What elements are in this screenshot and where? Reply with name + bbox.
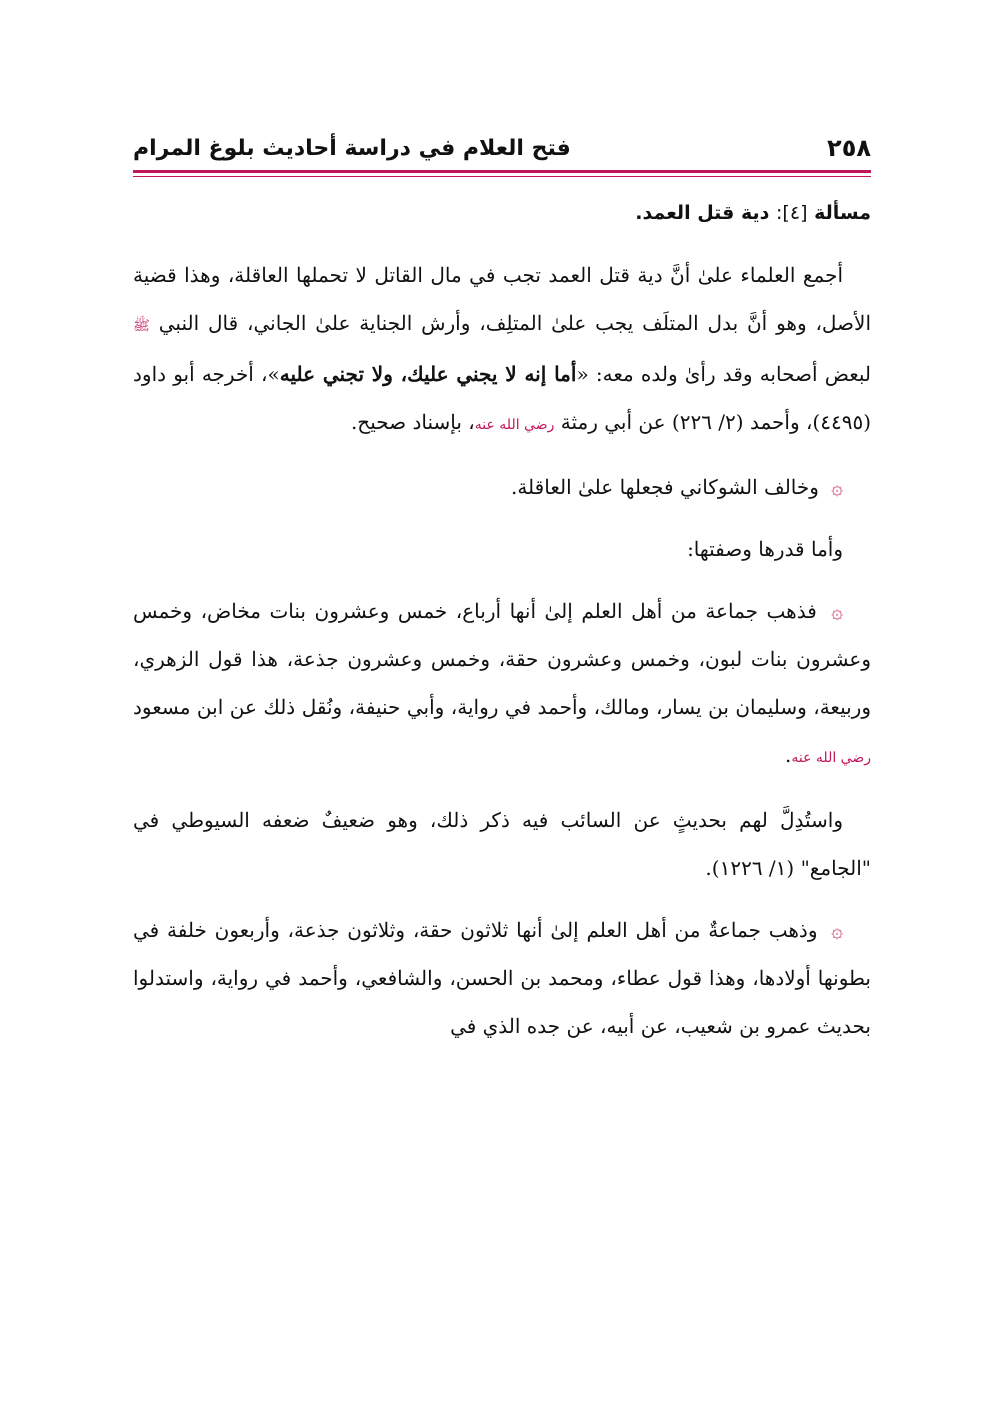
issue-label: مسألة: [814, 202, 871, 224]
flower-ornament-icon: ۞: [831, 475, 843, 499]
header-rule-thin: [133, 176, 871, 177]
p1-text-b: لبعض أصحابه وقد رأىٰ ولده معه:: [595, 362, 871, 386]
quote-close: »: [267, 362, 280, 386]
paragraph-5: [133, 796, 871, 892]
flower-ornament-icon: ۞: [831, 599, 844, 623]
paragraph-3: [133, 525, 871, 573]
p2-text: وخالف الشوكاني فجعلها علىٰ العاقلة.: [510, 475, 819, 499]
p1-text-d: ، بإسناد صحيح.: [350, 410, 475, 434]
issue-number: [٤]:: [776, 202, 808, 224]
header-rule-thick: [133, 170, 871, 173]
flower-ornament-icon: ۞: [831, 918, 843, 942]
paragraph-6: [133, 906, 871, 1050]
p1-text-a: أجمع العلماء علىٰ أنَّ دية قتل العمد تجب في مال القاتل لا تحملها العاقلة، وهذا قضية الأصل، وهو أنَّ بدل المتلَف يجب علىٰ المتلِف، وأرش الجناية علىٰ الجاني، قال النبي: [133, 263, 871, 335]
p1-text-c: ، أخرجه أبو داود (٤٤٩٥)، وأحمد (٢/ ٢٢٦) عن أبي رمثة: [133, 362, 871, 434]
p4-text: فذهب جماعة من أهل العلم إلىٰ أنها أرباع، خمس وعشرون بنات مخاض، وخمس وعشرون بنات لبون، وخمس وعشرون حقة، وخمس وعشرون جذعة، هذا قول الزهري، وربيعة، وسليمان بن يسار، ومالك، وأحمد في رواية، وأبي حنيفة، ونُقل ذلك عن ابن مسعود: [133, 599, 871, 719]
issue-title: دية قتل العمد.: [635, 202, 770, 224]
hadith-quote: أما إنه لا يجني عليك، ولا تجني عليه: [279, 362, 577, 386]
p5-text: واستُدِلَّ لهم بحديثٍ عن السائب فيه ذكر ذلك، وهو ضعيفٌ ضعفه السيوطي في "الجامع" (١/ ١٢٢٦).: [133, 808, 871, 880]
quote-open: «: [576, 362, 589, 386]
honorific-companion: رضي الله عنه: [791, 750, 871, 766]
paragraph-4: [133, 587, 871, 782]
honorific-companion: رضي الله عنه: [474, 417, 555, 433]
p6-text: وذهب جماعةٌ من أهل العلم إلىٰ أنها ثلاثون حقة، وثلاثون جذعة، وأربعون خلفة في بطونها أولادها، وهذا قول عطاء، ومحمد بن الحسن، والشافعي، وأحمد في رواية، واستدلوا بحديث عمرو بن شعيب، عن أبيه، عن جده الذي في: [133, 918, 871, 1038]
p3-text: وأما قدرها وصفتها:: [687, 537, 843, 561]
page-body: [133, 195, 871, 1064]
page-header: [133, 128, 871, 168]
book-title: فتح العلام في دراسة أحاديث بلوغ المرام: [133, 135, 571, 161]
paragraph-1: [133, 251, 871, 449]
page-number: ٢٥٨: [827, 134, 871, 162]
honorific-prophet: ﷺ: [133, 318, 150, 334]
p4-end: .: [785, 743, 792, 767]
issue-heading: [133, 195, 871, 231]
paragraph-2: [133, 463, 871, 511]
